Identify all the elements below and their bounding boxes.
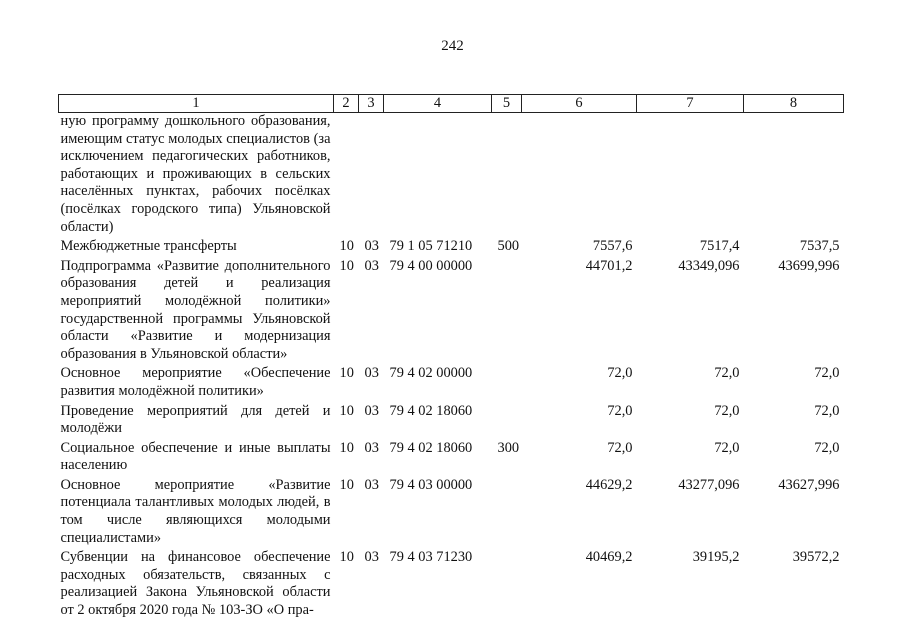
row-section — [334, 113, 359, 239]
row-value-2023: 39572,2 — [792, 549, 840, 566]
row-section: 10 — [339, 439, 354, 456]
row-value-2021: 72,0 — [607, 365, 633, 382]
row-section: 10 — [339, 238, 354, 255]
column-header: 2 — [334, 95, 359, 113]
row-name: Подпрограмма «Развитие дополнительного образования детей и реализация мероприятий молодёжной политики» государственной программы Ульяновской области «Развитие и модернизация образования в Ульяновской области» — [60, 257, 331, 362]
column-header: 4 — [384, 95, 492, 113]
row-value-2023: 72,0 — [814, 439, 840, 456]
row-subsection: 03 — [364, 439, 379, 456]
row-section: 10 — [339, 476, 354, 493]
header-row — [59, 95, 844, 113]
row-section: 10 — [339, 549, 354, 566]
table-body — [59, 113, 844, 622]
row-section: 10 — [339, 402, 354, 419]
table-row — [59, 113, 844, 239]
row-expense-type — [492, 365, 522, 402]
column-header: 3 — [359, 95, 384, 113]
table-row — [59, 238, 844, 258]
row-value-2023: 7537,5 — [799, 238, 840, 255]
row-name: Проведение мероприятий для детей и молодёжи — [60, 402, 331, 437]
row-value-2023: 43699,996 — [778, 257, 840, 274]
row-value-2021: 72,0 — [607, 439, 633, 456]
row-target-article: 79 4 02 18060 — [389, 402, 473, 419]
row-value-2021: 7557,6 — [592, 238, 633, 255]
row-subsection: 03 — [364, 549, 379, 566]
row-name: ную программу дошкольного образования, имеющим статус молодых специалистов (за исключением педагогических работников, работающих и проживающих в сельских населённых пунктах, рабочих посёлках (посёлках городского типа) Ульяновской области) — [60, 113, 331, 235]
row-subsection: 03 — [364, 257, 379, 274]
row-expense-type — [492, 477, 522, 549]
row-expense-type — [492, 258, 522, 366]
table-row — [59, 477, 844, 549]
row-name: Основное мероприятие «Обеспечение развития молодёжной политики» — [60, 365, 331, 399]
row-name: Субвенции на финансовое обеспечение расходных обязательств, связанных с реализацией Закона Ульяновской области от 2 октября 2020 года № 103-ЗО «О пра- — [60, 549, 331, 619]
row-expense-type — [492, 113, 522, 239]
row-value-2022: 7517,4 — [699, 238, 740, 255]
table-row — [59, 403, 844, 440]
row-expense-type — [492, 549, 522, 621]
row-value-2023 — [744, 113, 844, 239]
row-name: Межбюджетные трансферты — [60, 238, 237, 255]
row-subsection: 03 — [364, 238, 379, 255]
row-expense-type: 300 — [497, 439, 520, 456]
column-header: 1 — [59, 95, 334, 113]
row-value-2021: 44701,2 — [585, 257, 633, 274]
row-value-2021: 44629,2 — [585, 476, 633, 493]
row-value-2022: 72,0 — [714, 439, 740, 456]
table-row — [59, 549, 844, 621]
row-value-2022: 43349,096 — [678, 257, 740, 274]
row-target-article: 79 1 05 71210 — [389, 238, 473, 255]
row-value-2022: 72,0 — [714, 365, 740, 382]
row-target-article: 79 4 03 00000 — [389, 476, 473, 493]
row-section: 10 — [339, 257, 354, 274]
row-subsection — [359, 113, 384, 239]
row-value-2023: 72,0 — [814, 402, 840, 419]
row-target-article: 79 4 02 18060 — [389, 439, 473, 456]
table-row — [59, 440, 844, 477]
row-name: Основное мероприятие «Развитие потенциала талантливых молодых людей, в том числе являющихся молодыми специалистами» — [60, 476, 331, 546]
row-value-2023: 72,0 — [814, 365, 840, 382]
table-row — [59, 258, 844, 366]
row-value-2022: 72,0 — [714, 402, 740, 419]
column-header: 8 — [744, 95, 844, 113]
row-target-article: 79 4 00 00000 — [389, 257, 473, 274]
column-header: 6 — [522, 95, 637, 113]
row-value-2023: 43627,996 — [778, 476, 840, 493]
page-number: 242 — [441, 38, 464, 54]
row-target-article: 79 4 02 00000 — [389, 365, 473, 382]
row-subsection: 03 — [364, 402, 379, 419]
row-value-2021: 72,0 — [607, 402, 633, 419]
row-expense-type — [492, 403, 522, 440]
row-value-2021: 40469,2 — [585, 549, 633, 566]
table-row — [59, 365, 844, 402]
row-expense-type: 500 — [497, 238, 520, 255]
row-value-2022 — [637, 113, 744, 239]
column-header: 5 — [492, 95, 522, 113]
row-subsection: 03 — [364, 365, 379, 382]
budget-table — [58, 94, 843, 622]
row-value-2022: 43277,096 — [678, 476, 740, 493]
row-section: 10 — [339, 365, 354, 382]
row-value-2021 — [522, 113, 637, 239]
row-subsection: 03 — [364, 476, 379, 493]
row-value-2022: 39195,2 — [692, 549, 740, 566]
row-name: Социальное обеспечение и иные выплаты населению — [60, 439, 331, 474]
budget-table-grid — [58, 94, 844, 622]
row-target-article — [384, 113, 492, 239]
row-target-article: 79 4 03 71230 — [389, 549, 473, 566]
column-header: 7 — [637, 95, 744, 113]
